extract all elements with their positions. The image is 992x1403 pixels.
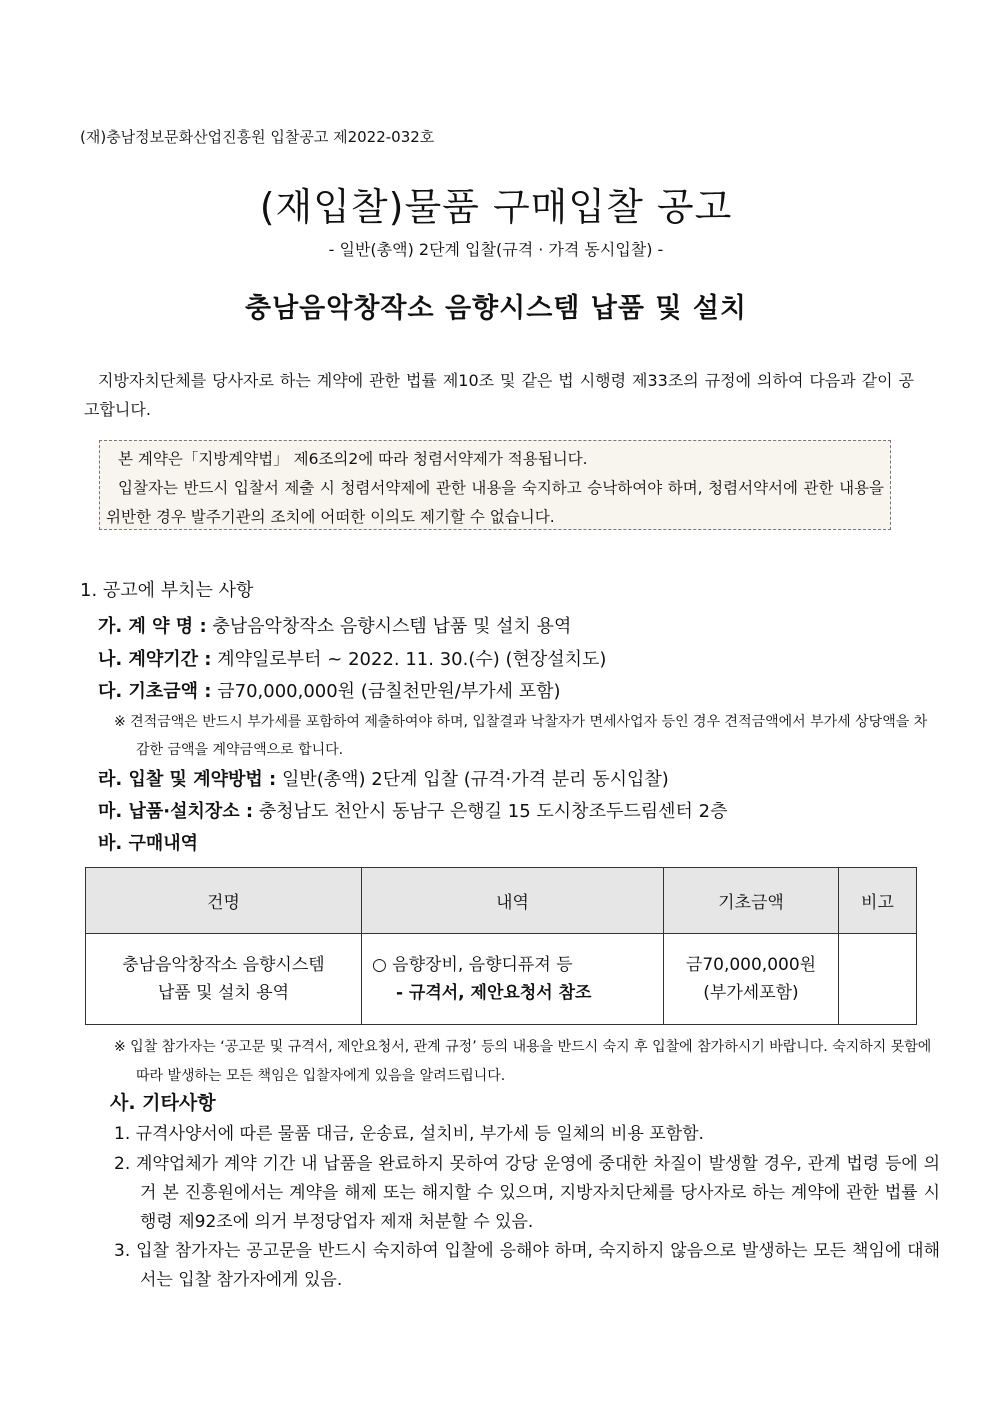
item-contract-period <box>98 645 606 671</box>
table-cell-name-line1: 충남음악창작소 음향시스템 <box>122 955 325 975</box>
project-title: 충남음악창작소 음향시스템 납품 및 설치 <box>245 293 747 324</box>
item-contract-period-value: 계약일로부터 ~ 2022. 11. 30.(수) (현장설치도) <box>211 649 607 670</box>
integrity-line-2: 입찰자는 반드시 입찰서 제출 시 청렴서약제에 관한 내용을 숙지하고 승낙하여야 하며, 청렴서약서에 관한 내용을 위반한 경우 발주기관의 조치에 어떠한 이의도 제기할 수 없습니다. <box>106 479 884 526</box>
table-cell-detail-line1: ○ 음향장비, 음향디퓨져 등 <box>371 955 573 975</box>
item-bid-method <box>98 765 669 791</box>
item-delivery-place-value: 충청남도 천안시 동남구 은행길 15 도시창조두드림센터 2층 <box>253 801 728 822</box>
item-contract-name-label: 가. 계 약 명 : <box>98 616 207 637</box>
item-contract-period-label: 나. 계약기간 : <box>98 649 212 670</box>
table-cell-name-line2: 납품 및 설치 용역 <box>157 983 290 1003</box>
table-cell-name <box>86 934 362 1025</box>
notice-number: (재)충남정보문화산업진흥원 입찰공고 제2022-032호 <box>80 128 435 146</box>
list-item: 1. 규격사양서에 따른 물품 대금, 운송료, 설치비, 부가세 등 일체의 비용 포함함. <box>114 1124 704 1144</box>
table-header-amount: 기초금액 <box>664 868 839 934</box>
item-base-amount <box>98 677 561 703</box>
item-delivery-place <box>98 797 727 823</box>
table-header-name: 건명 <box>86 868 362 934</box>
other-matters-heading: 사. 기타사항 <box>110 1092 216 1114</box>
list-item: 3. 입찰 참가자는 공고문을 반드시 숙지하여 입찰에 응해야 하며, 숙지하지 않음으로 발생하는 모든 책임에 대해서는 입찰 참가자에게 있음. <box>114 1241 940 1290</box>
integrity-pledge-box <box>99 440 891 530</box>
list-item: 2. 계약업체가 계약 기간 내 납품을 완료하지 못하여 강당 운영에 중대한 차질이 발생할 경우, 관계 법령 등에 의거 본 진흥원에서는 계약을 해제 또는 해지할 수 있으며, 지방자치단체를 당사자로 하는 계약에 관한 법률 시행령 제92조에 의거 부정당업자 제재 처분할 수 있음. <box>114 1154 940 1232</box>
item-base-amount-value: 금70,000,000원 (금칠천만원/부가세 포함) <box>211 681 561 702</box>
page-title: (재입찰)물품 구매입찰 공고 <box>259 185 733 229</box>
table-cell-amount-line1: 금70,000,000원 <box>685 955 817 975</box>
section-1-heading: 1. 공고에 부치는 사항 <box>80 580 254 601</box>
table-header-detail: 내역 <box>361 868 663 934</box>
integrity-line-1: 본 계약은「지방계약법」 제6조의2에 따라 청렴서약제가 적용됩니다. <box>118 450 588 468</box>
purchase-table <box>85 867 917 1025</box>
item-purchase-details <box>98 829 198 855</box>
item-contract-name-value: 충남음악창작소 음향시스템 납품 및 설치 용역 <box>206 616 572 637</box>
table-header-remark: 비고 <box>838 868 916 934</box>
table-cell-amount <box>664 934 839 1025</box>
vat-note: ※ 견적금액은 반드시 부가세를 포함하여 제출하여야 하며, 입찰결과 낙찰자가 면세사업자 등인 경우 견적금액에서 부가세 상당액을 차감한 금액을 계약금액으로 합니다. <box>114 714 928 758</box>
table-cell-detail <box>361 934 663 1025</box>
item-bid-method-value: 일반(총액) 2단계 입찰 (규격·가격 분리 동시입찰) <box>276 769 669 790</box>
item-bid-method-label: 라. 입찰 및 계약방법 : <box>98 769 277 790</box>
table-row <box>86 934 917 1025</box>
participant-note: ※ 입찰 참가자는 ‘공고문 및 규격서, 제안요청서, 관계 규정’ 등의 내용을 반드시 숙지 후 입찰에 참가하시기 바랍니다. 숙지하지 못함에 따라 발생하는 모든 책임은 입찰자에게 있음을 알려드립니다. <box>114 1039 932 1084</box>
page-subtitle: - 일반(총액) 2단계 입찰(규격 · 가격 동시입찰) - <box>328 240 664 259</box>
item-base-amount-label: 다. 기초금액 : <box>98 681 212 702</box>
table-header-row <box>86 868 917 934</box>
item-contract-name <box>98 612 571 638</box>
item-purchase-details-label: 바. 구매내역 <box>98 833 199 854</box>
table-cell-detail-line2: - 규격서, 제안요청서 참조 <box>395 983 592 1003</box>
table-cell-remark <box>838 934 916 1025</box>
intro-paragraph: 지방자치단체를 당사자로 하는 계약에 관한 법률 제10조 및 같은 법 시행령 제33조의 규정에 의하여 다음과 같이 공고합니다. <box>84 371 914 419</box>
item-delivery-place-label: 마. 납품·설치장소 : <box>98 801 254 822</box>
table-cell-amount-line2: (부가세포함) <box>703 983 799 1003</box>
